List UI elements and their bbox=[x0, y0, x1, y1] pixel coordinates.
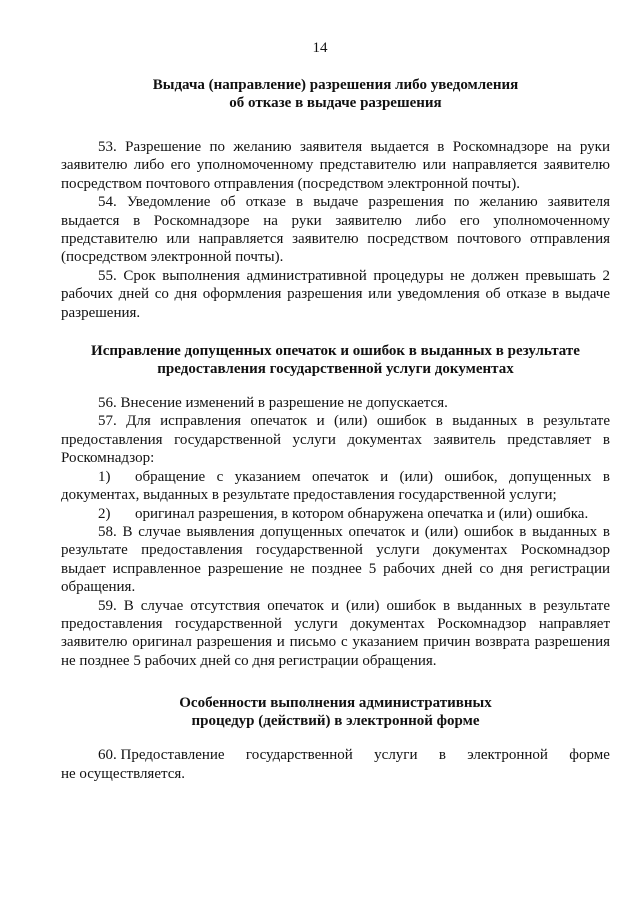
list-item-2: 2) оригинал разрешения, в котором обнаружена опечатка и (или) ошибка. bbox=[98, 505, 589, 522]
paragraph-59: 59. В случае отсутствия опечаток и (или) ошибок в выданных в результате предоставления государственной услуги документах Роскомнадзор направляет заявителю оригинал разрешения и письмо с указанием причин возврата разрешения не позднее 5 рабочих дней со дня регистрации обращения. bbox=[61, 597, 610, 669]
page-number: 14 bbox=[312, 40, 328, 56]
section-heading-issuance: Выдача (направление) разрешения либо уведомления об отказе в выдаче разрешения bbox=[152, 77, 519, 111]
list-item-1: 1) обращение с указанием опечаток и (или) ошибок, допущенных в документах, выданных в результате предоставления государственной услуги; bbox=[61, 468, 610, 504]
paragraph-58: 58. В случае выявления допущенных опечаток и (или) ошибок в выданных в результате предоставления государственной услуги документах Роскомнадзор выдает исправленное разрешение не позднее 5 рабочих дней со дня регистрации обращения. bbox=[61, 523, 610, 596]
paragraph-56: 56. Внесение изменений в разрешение не допускается. bbox=[98, 395, 448, 412]
paragraph-54: 54. Уведомление об отказе в выдаче разрешения по желанию заявителя выдается в Роскомнадзоре на руки заявителю либо его уполномоченному представителю или направляется заявителю посредством почтового отправления (посредством электронной почты). bbox=[61, 194, 610, 266]
paragraph-53: 53. Разрешение по желанию заявителя выдается в Роскомнадзоре на руки заявителю либо его уполномоченному представителю или направляется заявителю посредством почтового отправления (посредством электронной почты). bbox=[61, 139, 610, 192]
paragraph-55: 55. Срок выполнения административной процедуры не должен превышать 2 рабочих дней со дня оформления разрешения или уведомления об отказе в выдаче разрешения. bbox=[61, 267, 610, 321]
section-heading-electronic: Особенности выполнения административных процедур (действий) в электронной форме bbox=[179, 695, 492, 730]
section-heading-corrections: Исправление допущенных опечаток и ошибок в выданных в результате предоставления государственной услуги документах bbox=[91, 343, 580, 378]
paragraph-60-line1: 60. Предоставление государственной услуги в электронной форме bbox=[98, 747, 610, 764]
paragraph-57: 57. Для исправления опечаток и (или) ошибок в выданных в результате предоставления государственной услуги документах заявитель представляет в Роскомнадзор: bbox=[61, 413, 610, 467]
document-body bbox=[61, 76, 610, 783]
paragraph-60-line2: не осуществляется. bbox=[61, 765, 186, 782]
